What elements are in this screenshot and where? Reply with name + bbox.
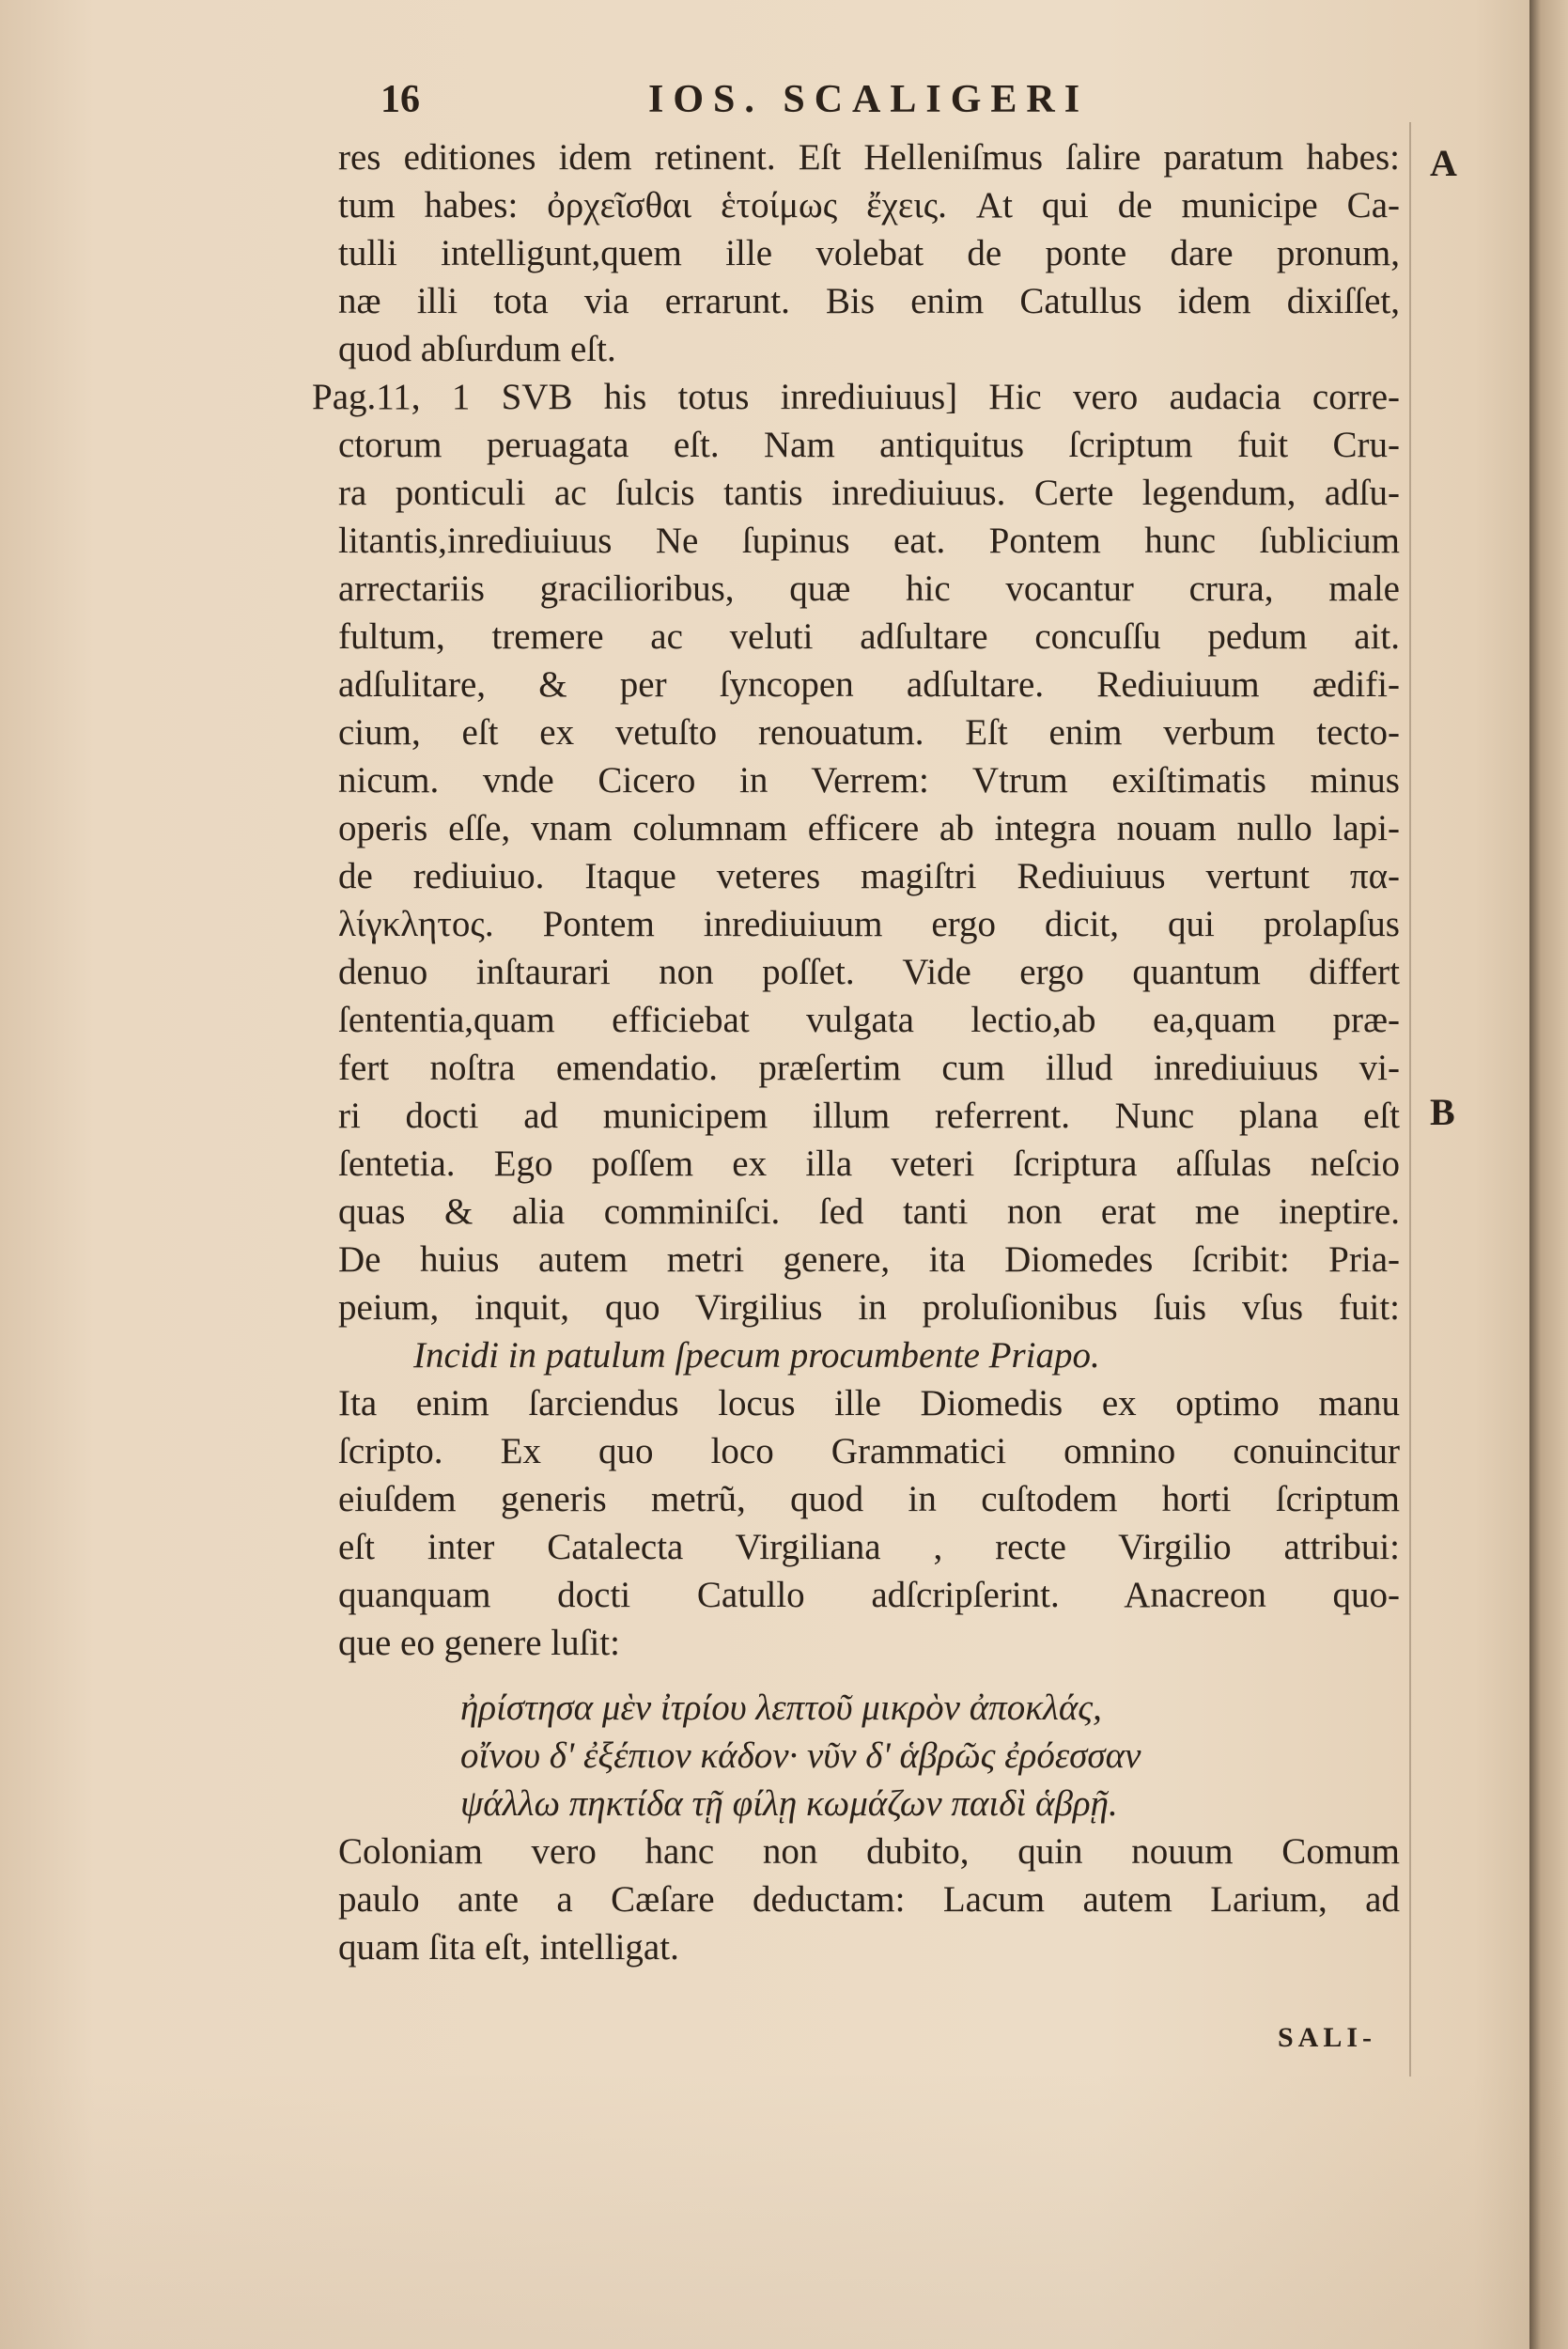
text-line: paulo ante a Cæſare deductam: Lacum autem Larium, ad (338, 1879, 1400, 1920)
text-line: quam ſita eſt, intelligat. (338, 1927, 679, 1968)
text-line: adſulitare, & per ſyncopen adſultare. Rediuiuum ædifi- (338, 664, 1400, 705)
text-line: ctorum peruagata eſt. Nam antiquitus ſcriptum fuit Cru- (338, 425, 1400, 465)
text-line: tulli intelligunt,quem ille volebat de ponte dare pronum, (338, 233, 1400, 273)
margin-letter-a: A (1430, 142, 1457, 184)
text-line: quas & alia comminiſci. ſed tanti non erat me ineptire. (338, 1191, 1400, 1232)
text-line: eſt inter Catalecta Virgiliana , recte Virgilio attribui: (338, 1527, 1400, 1567)
text-line: Pag.11, 1 SVB his totus inrediuiuus] Hic vero audacia corre- (312, 377, 1400, 417)
greek-verse-line: οἴνου δ' ἐξέπιον κάδον· νῦν δ' ἁβρῶς ἐρόεσσαν (460, 1735, 1141, 1776)
text-line: λίγκλητος. Pontem inrediuiuum ergo dicit, qui prolapſus (338, 904, 1400, 944)
verse-line: Incidi in patulum ſpecum procumbente Priapo. (413, 1335, 1100, 1376)
greek-verse-line: ἠρίστησα μὲν ἰτρίου λεπτοῦ μικρὸν ἀποκλάς, (460, 1688, 1102, 1728)
text-line: Ita enim ſarciendus locus ille Diomedis ex optimo manu (338, 1383, 1400, 1423)
text-line: cium, eſt ex vetuſto renouatum. Eſt enim verbum tecto- (338, 712, 1400, 753)
text-line: fultum, tremere ac veluti adſultare concuſſu pedum ait. (338, 616, 1400, 657)
body-text (312, 133, 1419, 1971)
text-line: ſententia,quam efficiebat vulgata lectio,ab ea,quam præ- (338, 1000, 1400, 1040)
running-head: IOS. SCALIGERI (648, 78, 1090, 121)
page-number: 16 (380, 78, 420, 121)
text-line: res editiones idem retinent. Eſt Helleniſmus ſalire paratum habes: (338, 137, 1400, 178)
margin-letter-b: B (1430, 1091, 1455, 1133)
text-line: peium, inquit, quo Virgilius in proluſionibus ſuis vſus fuit: (338, 1287, 1400, 1328)
catchword: SALI- (1278, 2022, 1377, 2053)
text-line: De huius autem metri genere, ita Diomedes ſcribit: Pria- (338, 1239, 1400, 1280)
text-line: nicum. vnde Cicero in Verrem: Vtrum exiſtimatis minus (338, 760, 1400, 801)
text-line: arrectariis gracilioribus, quæ hic vocantur crura, male (338, 568, 1400, 609)
text-line: fert noſtra emendatio. præſertim cum illud inrediuiuus vi- (338, 1048, 1400, 1088)
text-line: eiuſdem generis metrũ, quod in cuſtodem horti ſcriptum (338, 1479, 1400, 1519)
page-edge (1529, 0, 1568, 2349)
text-line: denuo inſtaurari non poſſet. Vide ergo quantum differt (338, 952, 1400, 992)
page-shadow (0, 2067, 1568, 2349)
text-line: ſcripto. Ex quo loco Grammatici omnino conuincitur (338, 1431, 1400, 1471)
page-header (380, 77, 1414, 133)
text-line: operis eſſe, vnam columnam efficere ab integra nouam nullo lapi- (338, 808, 1400, 848)
text-line: ra ponticuli ac ſulcis tantis inrediuiuus. Certe legendum, adſu- (338, 473, 1400, 513)
text-line: litantis,inrediuiuus Ne ſupinus eat. Pontem hunc ſublicium (338, 521, 1400, 561)
text-line: tum habes: ὀρχεῖσθαι ἑτοίμως ἔχεις. At qui de municipe Ca- (338, 185, 1400, 226)
text-line: ri docti ad municipem illum referrent. Nunc plana eſt (338, 1096, 1400, 1136)
text-line: ſentetia. Ego poſſem ex illa veteri ſcriptura aſſulas neſcio (338, 1143, 1400, 1184)
text-line: de rediuiuo. Itaque veteres magiſtri Rediuiuus vertunt πα- (338, 856, 1400, 896)
greek-verse-line: ψάλλω πηκτίδα τῇ φίλῃ κωμάζων παιδὶ ἁβρῇ. (460, 1783, 1118, 1824)
text-line: que eo genere luſit: (338, 1623, 620, 1663)
text-line: quod abſurdum eſt. (338, 329, 616, 369)
text-line: næ illi tota via errarunt. Bis enim Catullus idem dixiſſet, (338, 281, 1400, 321)
text-line: quanquam docti Catullo adſcripſerint. Anacreon quo- (338, 1575, 1400, 1615)
text-line: Coloniam vero hanc non dubito, quin nouum Comum (338, 1831, 1400, 1872)
